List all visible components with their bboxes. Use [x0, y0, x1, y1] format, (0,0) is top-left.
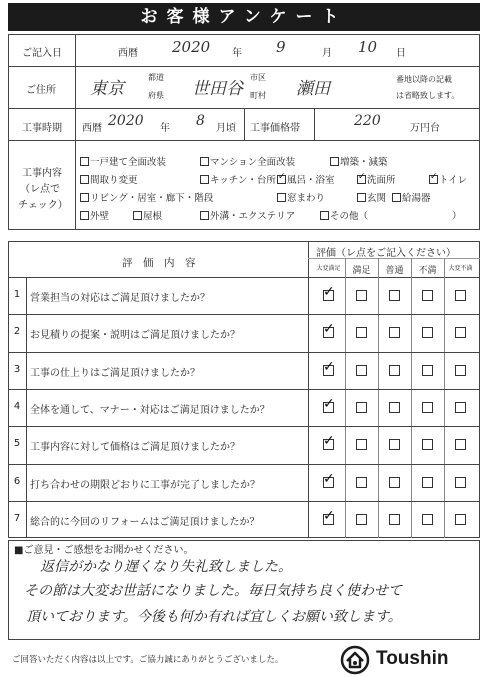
rating-checkbox[interactable]: [389, 365, 400, 376]
period-year-value: 2020: [108, 113, 144, 129]
rating-checkbox[interactable]: [455, 402, 466, 413]
rating-checkbox[interactable]: [422, 327, 433, 338]
rating-checkbox[interactable]: [356, 514, 367, 525]
prefecture-unit-top: 都道: [148, 73, 164, 82]
header-divider: [75, 34, 76, 230]
work-option[interactable]: [277, 172, 335, 186]
footer-thanks: ご回答いただく内容は以上です。ご協力誠にありがとうございました。: [12, 655, 284, 665]
work-option-label: 一戸建て全面改装: [90, 157, 167, 168]
city-unit-top: 市区: [250, 73, 266, 82]
comments-label: ■ご意見・ご感想をお聞かせください。: [14, 545, 194, 556]
address-note-1: 番地以降の記載: [396, 75, 452, 84]
rating-checkbox[interactable]: [356, 365, 367, 376]
checkbox-icon[interactable]: [80, 211, 89, 220]
rating-checkbox[interactable]: [422, 477, 433, 488]
work-option[interactable]: [320, 208, 368, 222]
work-option[interactable]: [357, 172, 396, 186]
prefecture-unit-bottom: 府県: [148, 91, 164, 100]
survey-title: お客様アンケート: [8, 3, 480, 31]
work-option-label: 風呂・浴室: [287, 175, 335, 186]
rating-checkbox[interactable]: [389, 290, 400, 301]
work-option-label: 玄関: [367, 193, 387, 204]
check-mark-icon: ✓: [323, 470, 335, 487]
checked-checkbox-icon[interactable]: [277, 175, 286, 184]
question-text: 打ち合わせの期限どおりに工事が完了しましたか？: [30, 479, 260, 491]
date-era: 西暦: [118, 48, 138, 59]
check-mark-icon: ✓: [323, 395, 335, 412]
price-divider-left: [244, 108, 245, 140]
rating-header: 評価（レ点をご記入ください）: [316, 248, 456, 259]
scale-column-divider: [378, 258, 379, 538]
city-unit-bottom: 町村: [250, 91, 266, 100]
work-option[interactable]: [80, 172, 138, 186]
date-day-unit: 日: [396, 48, 406, 59]
work-option[interactable]: [200, 172, 276, 186]
comment-line-1: 返信がかなり遅くなり失礼致しました。: [40, 559, 292, 575]
rating-checkbox[interactable]: [389, 327, 400, 338]
brand-name: Toushin: [376, 648, 449, 669]
house-icon: [340, 645, 370, 675]
checkbox-icon[interactable]: [133, 211, 142, 220]
evaluation-section-label: 評 価 内 容: [122, 257, 196, 269]
rating-checkbox[interactable]: [356, 290, 367, 301]
question-number: 3: [13, 363, 21, 375]
work-option-label: 窓まわり: [287, 193, 326, 204]
rating-checkbox[interactable]: [455, 290, 466, 301]
checkbox-icon[interactable]: [80, 175, 89, 184]
comment-line-3: 頂いております。今後も何か有れば宜しくお願い致します。: [26, 609, 402, 625]
question-row-divider: [8, 389, 480, 390]
work-option-label: 給湯器: [402, 193, 431, 204]
work-option-label: その他（: [330, 211, 369, 222]
work-option[interactable]: [330, 154, 388, 168]
scale-column-divider: [411, 258, 412, 538]
date-year-value: 2020: [172, 38, 211, 56]
rating-checkbox[interactable]: [422, 439, 433, 450]
date-day-value: 10: [358, 38, 378, 56]
eval-header-bottom: [8, 277, 480, 278]
checkbox-icon[interactable]: [200, 175, 209, 184]
question-text: 総合的に今回のリフォームはご満足頂けましたか？: [30, 516, 260, 528]
row-divider: [8, 66, 480, 67]
checkbox-icon[interactable]: [80, 193, 89, 202]
question-text: 工事の仕上りはご満足頂けましたか？: [30, 367, 200, 379]
rating-checkbox[interactable]: [389, 402, 400, 413]
checked-checkbox-icon[interactable]: [429, 175, 438, 184]
rating-checkbox[interactable]: [356, 402, 367, 413]
address-note-2: は省略致します。: [396, 91, 460, 100]
work-option[interactable]: [429, 172, 467, 186]
period-era: 西暦: [82, 123, 102, 134]
scale-header: 普通: [385, 266, 404, 276]
question-row-divider: [8, 352, 480, 353]
scale-header: 大変満足: [316, 265, 341, 272]
check-mark-icon: ✓: [323, 284, 335, 300]
checkbox-icon[interactable]: [200, 211, 209, 220]
scale-header: 満足: [352, 266, 371, 276]
check-mark-icon: ✓: [323, 433, 335, 450]
period-label: 工事時期: [22, 123, 62, 134]
checkbox-icon[interactable]: [357, 193, 366, 202]
checkbox-icon[interactable]: [320, 211, 329, 220]
checked-checkbox-icon[interactable]: [357, 175, 366, 184]
question-number: 2: [13, 326, 21, 338]
check-mark-icon: ✓: [323, 321, 335, 338]
rating-checkbox[interactable]: [356, 327, 367, 338]
comment-line-2: その節は大変お世話になりました。毎日気持ち良く使わせて: [24, 583, 402, 599]
date-label: ご記入日: [22, 48, 62, 59]
rating-checkbox[interactable]: [389, 477, 400, 488]
question-row-divider: [8, 501, 480, 502]
work-option-label: 外壁: [90, 211, 110, 222]
question-text: 営業担当の対応はご満足頂けましたか？: [30, 293, 210, 304]
brand-logo: [340, 645, 480, 675]
rating-checkbox[interactable]: [422, 402, 433, 413]
check-mark-icon: ✓: [323, 358, 335, 375]
question-number: 5: [13, 438, 21, 450]
work-option[interactable]: [200, 208, 295, 222]
rating-checkbox[interactable]: [422, 514, 433, 525]
work-label-1: 工事内容: [22, 168, 62, 179]
rating-checkbox[interactable]: [356, 477, 367, 488]
city-value: 世田谷: [192, 79, 243, 99]
other-close-paren: ）: [452, 211, 462, 222]
work-label-2: （レ点で: [20, 184, 60, 195]
question-text: 工事内容に対して価格はご満足頂けましたか？: [30, 442, 240, 454]
checkbox-icon[interactable]: [80, 157, 89, 166]
price-label: 工事価格帯: [250, 123, 300, 134]
checkbox-icon[interactable]: [200, 157, 209, 166]
work-option[interactable]: [80, 208, 109, 222]
date-month-value: 9: [276, 38, 286, 56]
price-divider-right: [314, 108, 315, 140]
work-option-label: マンション全面改装: [210, 157, 296, 168]
rating-checkbox[interactable]: [422, 290, 433, 301]
row-divider: [8, 140, 480, 141]
price-unit: 万円台: [410, 123, 440, 134]
question-number: 1: [13, 289, 21, 300]
rating-checkbox[interactable]: [455, 439, 466, 450]
work-option[interactable]: [357, 190, 386, 204]
question-row-divider: [8, 464, 480, 465]
address-label: ご住所: [26, 85, 56, 96]
work-label-3: チェック）: [18, 200, 68, 211]
checkbox-icon[interactable]: [277, 193, 286, 202]
rating-checkbox[interactable]: [455, 514, 466, 525]
checkbox-icon[interactable]: [392, 193, 401, 202]
work-option[interactable]: [80, 190, 213, 204]
rating-checkbox[interactable]: [455, 365, 466, 376]
question-number: 6: [13, 475, 21, 487]
question-number: 7: [13, 512, 21, 524]
question-text: お見積りの提案・説明はご満足頂けましたか？: [30, 330, 240, 342]
question-number: 4: [13, 400, 21, 412]
period-year-unit: 年: [160, 123, 170, 134]
question-text: 全体を通して、マナー・対応はご満足頂けましたか？: [30, 404, 270, 416]
work-option-label: リビング・居室・廊下・階段: [90, 193, 214, 204]
rating-checkbox[interactable]: [356, 439, 367, 450]
work-option[interactable]: [392, 190, 431, 204]
rating-checkbox[interactable]: [455, 327, 466, 338]
date-month-unit: 月: [322, 48, 332, 59]
work-option[interactable]: [277, 190, 325, 204]
prefecture-value: 東京: [90, 79, 124, 99]
work-option-label: キッチン・台所: [210, 175, 276, 186]
rating-checkbox[interactable]: [389, 439, 400, 450]
scale-header: 大変不満: [448, 265, 473, 272]
work-option[interactable]: [133, 208, 162, 222]
rating-checkbox[interactable]: [455, 477, 466, 488]
work-option[interactable]: [200, 154, 295, 168]
scale-header: 不満: [418, 266, 437, 276]
period-month-value: 8: [196, 113, 205, 129]
town-value: 瀬田: [296, 79, 330, 99]
work-option-label: 間取り変更: [90, 175, 138, 186]
work-option-label: 増築・減築: [340, 157, 388, 168]
price-value: 220: [354, 113, 381, 129]
period-month-unit: 月頃: [216, 123, 236, 134]
checkbox-icon[interactable]: [330, 157, 339, 166]
rating-checkbox[interactable]: [389, 514, 400, 525]
scale-column-divider: [345, 258, 346, 538]
work-option-label: 洗面所: [367, 175, 396, 186]
work-option-label: トイレ: [439, 175, 468, 186]
question-row-divider: [8, 426, 480, 427]
work-option-label: 屋根: [143, 211, 163, 222]
question-row-divider: [8, 314, 480, 315]
check-mark-icon: ✓: [323, 507, 335, 524]
work-option[interactable]: [80, 154, 166, 168]
work-option-label: 外溝・エクステリア: [210, 211, 296, 222]
rating-checkbox[interactable]: [422, 365, 433, 376]
date-year-unit: 年: [232, 48, 242, 59]
number-column-divider: [26, 277, 27, 538]
scale-column-divider: [444, 258, 445, 538]
